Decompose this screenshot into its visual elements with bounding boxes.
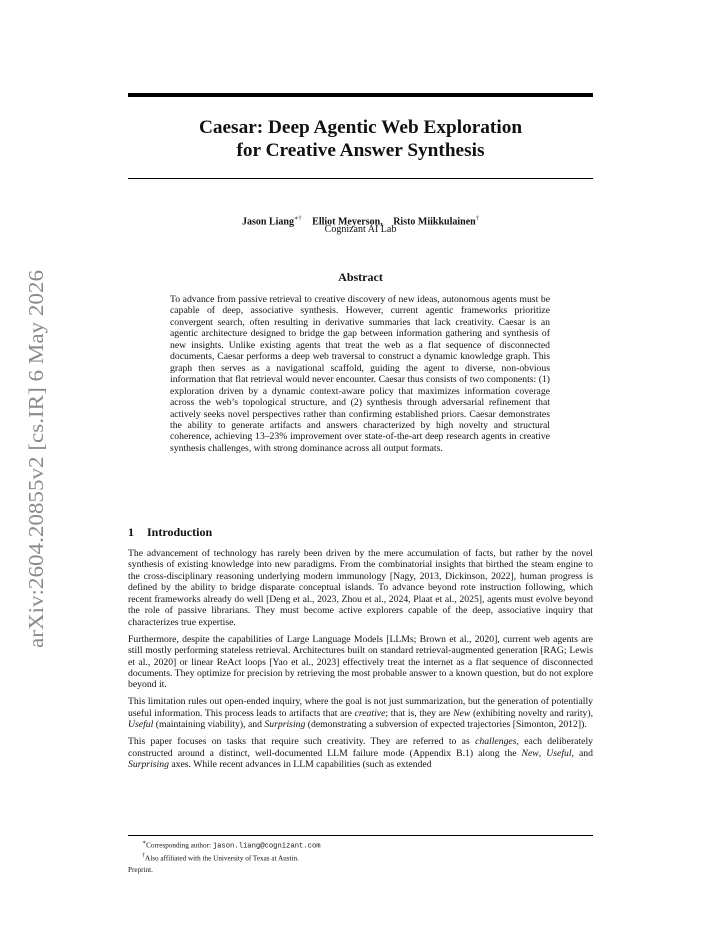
- affiliation: Cognizant AI Lab: [324, 224, 397, 235]
- author-name: Elliot Meyerson,: [312, 216, 383, 228]
- author-email[interactable]: jason.liang@cognizant.com: [212, 842, 321, 851]
- section-heading: [128, 525, 212, 539]
- paragraph: The advancement of technology has rarely been driven by the mere accumulation of facts, but rather by the novel synthesis of existing knowledge into new paradigms. From the combinatorial insights that birthed the steam engine to the cross-disciplinary reasoning underlying modern immunology [Nagy, 2013, Dickinson, 2022], human progress is defined by the ability to bridge disparate conceptual islands. To advance beyond rote instruction following, which recent frameworks already do well [Deng et al., 2023, Zhou et al., 2024, Plaat et al., 2025], agents must evolve beyond the role of passive librarians. They must become active explorers capable of the deep, associative inquiry that characterizes true expertise.: [128, 548, 593, 628]
- arxiv-stamp-text: arXiv:2604.20855v2 [cs.IR] 6 May 2026: [24, 303, 48, 648]
- abstract-text: To advance from passive retrieval to creative discovery of new ideas, autonomous agents must be capable of deep, associative synthesis. However, current agentic frameworks prioritize convergent search, often resulting in derivative summaries that lack creativity. Caesar is an agentic architecture designed to bridge the gap between information gathering and synthesis of new insights. Unlike existing agents that treat the web as a flat sequence of disconnected documents, Caesar performs a deep web traversal to construct a dynamic knowledge graph. This graph then serves as a navigational scaffold, guiding the agent to diverse, non-obvious information that flat retrieval would never encounter. Caesar thus consists of two components: (1) exploration driven by a dynamic context-aware policy that maximizes information coverage across the web’s topological structure, and (2) synthesis through adversarial refinement that actively seeks novel perspectives rather than confirming established priors. Caesar demonstrates the ability to generate artifacts and answers characterized by high novelty and structural coherence, achieving 13–23% improvement over state-of-the-art deep research agents in creative synthesis challenges, with strong dominance across all output formats.: [170, 294, 550, 454]
- preprint-label: Preprint.: [128, 866, 153, 874]
- author-name: Risto Miikkulainen: [393, 216, 476, 228]
- section-title: Introduction: [147, 525, 213, 539]
- section-body: [128, 548, 593, 776]
- author-mark: †: [298, 215, 302, 222]
- footnotes: [128, 835, 593, 863]
- title-line-2: for Creative Answer Synthesis: [236, 140, 485, 161]
- footnote: †Also affiliated with the University of Texas at Austin.: [142, 852, 299, 862]
- author-mark: ∗: [293, 215, 299, 222]
- section-number: 1: [128, 525, 134, 539]
- author-mark: †: [475, 215, 479, 222]
- paper-title: [128, 116, 593, 162]
- title-rule: [128, 178, 593, 179]
- paragraph: This limitation rules out open-ended inquiry, where the goal is not just summarization, but the generation of potentially useful information. This process leads to artifacts that are creative; that is, they are New (exhibiting novelty and rarity), Useful (maintaining viability), and Surprising (demonstrating a subversion of expected trajectories [Simonton, 2012]).: [128, 696, 593, 731]
- abstract-heading: Abstract: [338, 270, 383, 284]
- top-rule: [128, 93, 593, 97]
- title-line-1: Caesar: Deep Agentic Web Exploration: [198, 117, 523, 138]
- author-name: Jason Liang: [242, 216, 294, 228]
- paragraph: Furthermore, despite the capabilities of Large Language Models [LLMs; Brown et al., 2020], current web agents are still mostly performing stateless retrieval. Architectures built on standard retrieval-augmented generation [RAG; Lewis et al., 2020] or linear ReAct loops [Yao et al., 2023] effectively treat the internet as a flat sequence of disconnected documents. They optimize for precision by retrieving the most probable answer to a known question, but do not explore beyond it.: [128, 633, 593, 691]
- footnote: ∗Corresponding author: jason.liang@cognizant.com: [142, 840, 321, 851]
- arxiv-stamp: [10, 268, 56, 648]
- paragraph: This paper focuses on tasks that require such creativity. They are referred to as challenges, each deliberately constructed around a distinct, well-documented LLM failure mode (Appendix B.1) along the New, Useful, and Surprising axes. While recent advances in LLM capabilities (such as extended: [128, 736, 594, 771]
